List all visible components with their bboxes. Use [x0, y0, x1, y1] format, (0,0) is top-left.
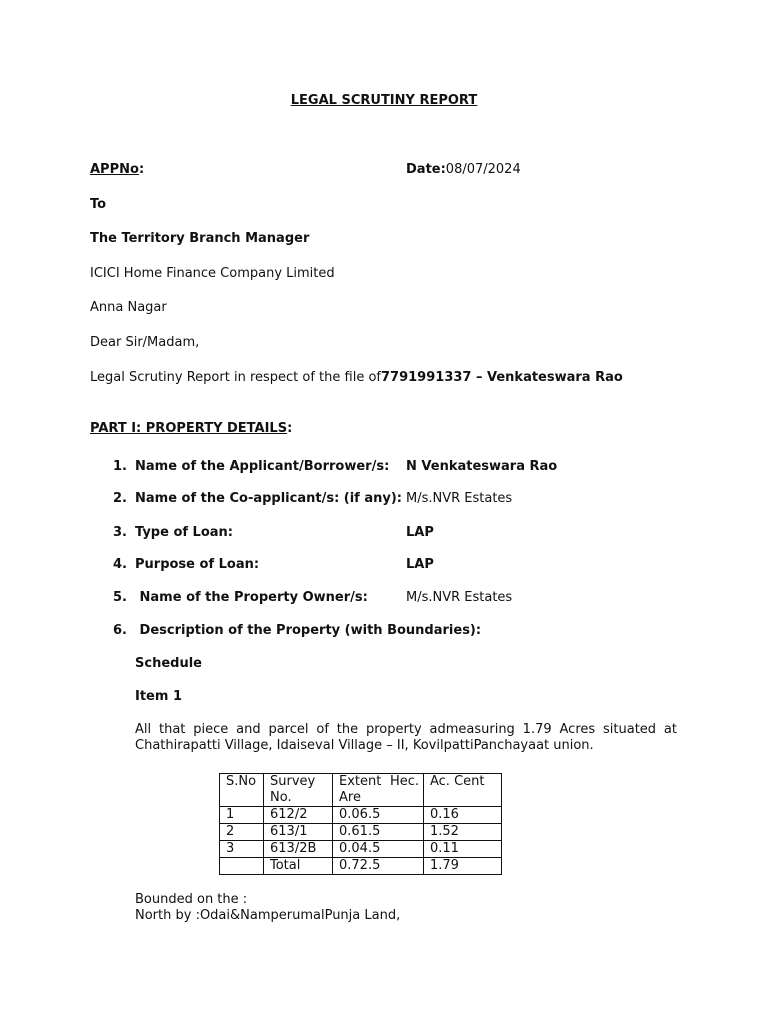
part1-heading-text: PART I: PROPERTY DETAILS: [90, 421, 288, 436]
item-number: 3.: [113, 525, 127, 540]
item-number: 1.: [113, 459, 127, 474]
app-no-label: APPNo: [90, 162, 139, 177]
table-cell: 3: [220, 841, 264, 858]
table-header-row: [220, 774, 502, 807]
table-cell: 2: [220, 824, 264, 841]
table-cell: 0.06.5: [333, 807, 424, 824]
part1-heading-colon: :: [287, 421, 293, 436]
table-cell: 0.72.5: [333, 858, 424, 875]
item-1-label: Item 1: [135, 689, 182, 704]
app-no-line: [90, 162, 144, 178]
item-label: Name of the Co-applicant/s: (if any):: [135, 491, 403, 506]
schedule-label: Schedule: [135, 656, 202, 671]
table-cell: [220, 858, 264, 875]
salutation: Dear Sir/Madam,: [90, 335, 200, 350]
branch-name: Anna Nagar: [90, 300, 167, 315]
boundary-north: North by :Odai&NamperumalPunja Land,: [135, 908, 401, 923]
table-cell: 0.61.5: [333, 824, 424, 841]
to-line: To: [90, 197, 107, 212]
table-cell: Total: [264, 858, 333, 875]
item-value: LAP: [406, 525, 434, 540]
table-cell: 1.52: [424, 824, 502, 841]
table-cell: 613/1: [264, 824, 333, 841]
table-row: [220, 841, 502, 858]
date-line: [406, 162, 521, 178]
part1-heading: [90, 421, 292, 437]
property-description: All that piece and parcel of the property admeasuring 1.79 Acres situated at Chathirapatti Village, Idaiseval Village – II, KovilpattiPanchayaat union.: [135, 722, 677, 753]
item-number: 4.: [113, 557, 127, 572]
date-label: Date:: [406, 162, 446, 177]
table-row: [220, 824, 502, 841]
subject-prefix: Legal Scrutiny Report in respect of the file of: [90, 370, 381, 385]
table-header-cell: Survey No.: [264, 774, 333, 807]
table-cell: 0.11: [424, 841, 502, 858]
table-cell: 613/2B: [264, 841, 333, 858]
company-name: ICICI Home Finance Company Limited: [90, 266, 335, 281]
item-number: 5.: [113, 590, 127, 605]
table-cell: 1: [220, 807, 264, 824]
table-header-cell: S.No: [220, 774, 264, 807]
table-cell: 0.16: [424, 807, 502, 824]
table-row: [220, 807, 502, 824]
item-label: Purpose of Loan:: [135, 557, 260, 572]
survey-table: [219, 773, 502, 875]
item-label: Name of the Applicant/Borrower/s:: [135, 459, 390, 474]
date-value: 08/07/2024: [445, 162, 521, 177]
item-number: 6.: [113, 623, 127, 638]
item-number: 2.: [113, 491, 127, 506]
report-title: LEGAL SCRUTINY REPORT: [290, 93, 478, 108]
item-label: Name of the Property Owner/s:: [135, 590, 368, 605]
table-header-cell: Extent Hec. Are: [333, 774, 424, 807]
item-value: M/s.NVR Estates: [406, 590, 513, 605]
item-label: Description of the Property (with Boundaries):: [135, 623, 482, 638]
item-value: M/s.NVR Estates: [406, 491, 513, 506]
table-cell: 0.04.5: [333, 841, 424, 858]
recipient: The Territory Branch Manager: [90, 231, 310, 246]
table-total-row: [220, 858, 502, 875]
subject-line: [90, 370, 623, 386]
boundaries-intro: Bounded on the :: [135, 892, 248, 907]
item-label: Type of Loan:: [135, 525, 234, 540]
item-value: LAP: [406, 557, 434, 572]
item-value: N Venkateswara Rao: [406, 459, 558, 474]
file-reference: 7791991337 – Venkateswara Rao: [381, 370, 623, 385]
table-cell: 612/2: [264, 807, 333, 824]
table-header-cell: Ac. Cent: [424, 774, 502, 807]
table-cell: 1.79: [424, 858, 502, 875]
app-no-colon: :: [138, 162, 145, 177]
